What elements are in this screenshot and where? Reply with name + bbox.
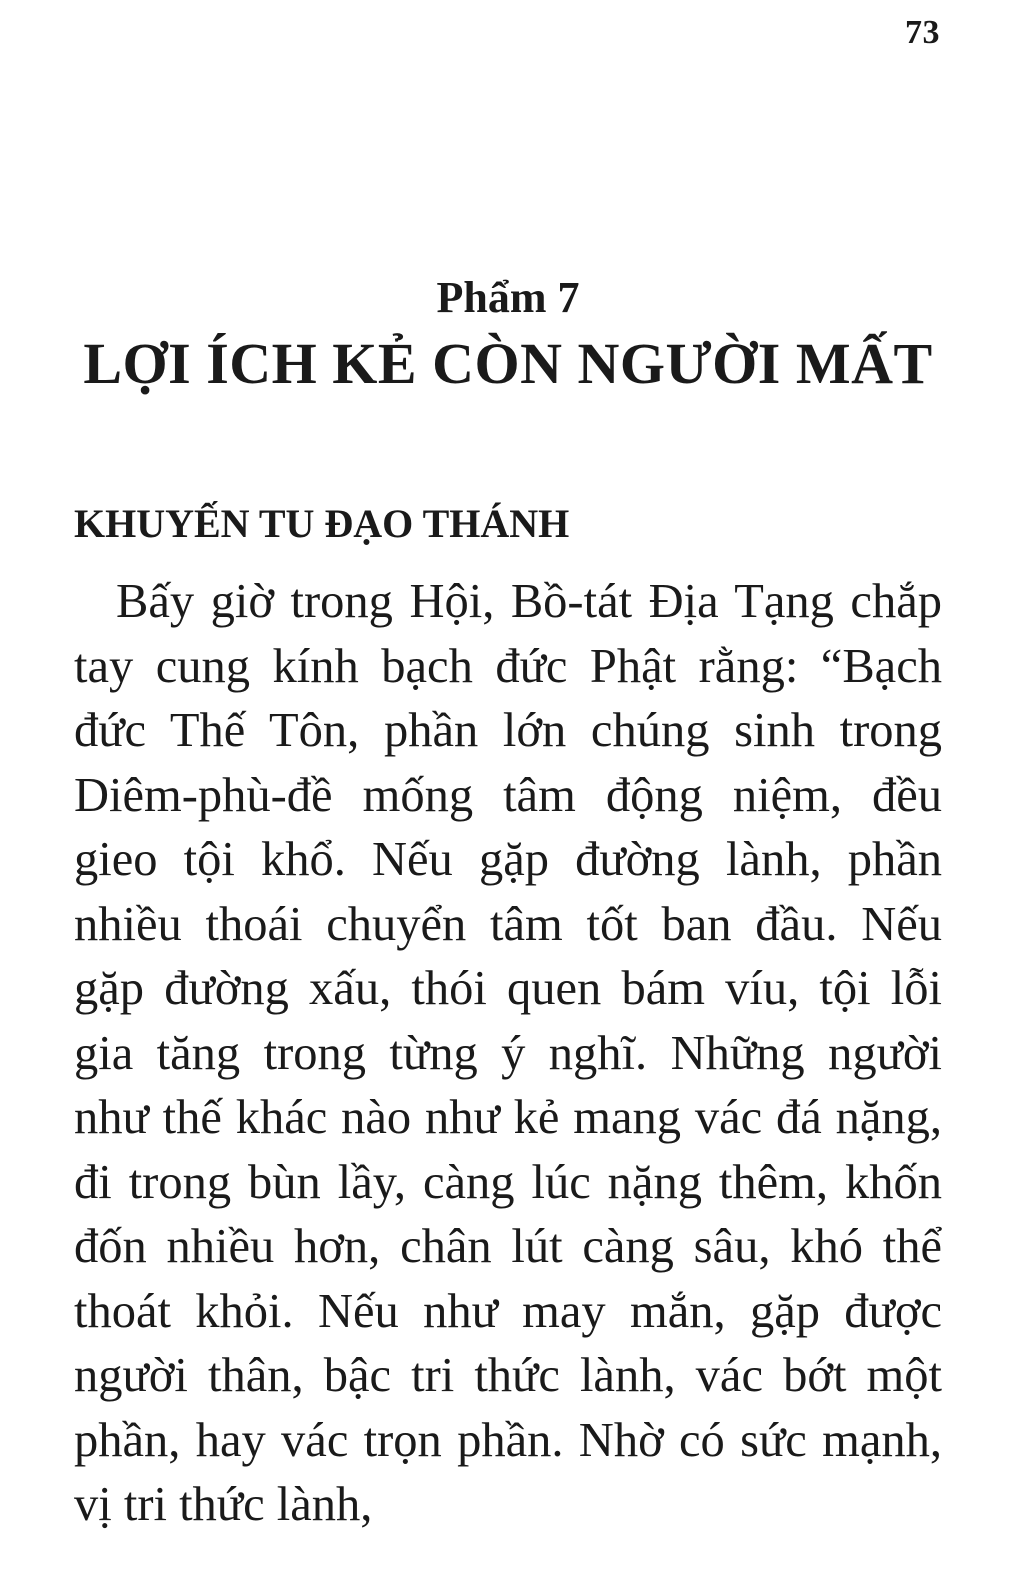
body-paragraph: Bấy giờ trong Hội, Bồ-tát Địa Tạng chắp tay cung kính bạch đức Phật rằng: “Bạch đức Thế Tôn, phần lớn chúng sinh trong Diêm-phù-đề mống tâm động niệm, đều gieo tội khổ. Nếu gặp đường lành, phần nhiều thoái chuyển tâm tốt ban đầu. Nếu gặp đường xấu, thói quen bám víu, tội lỗi gia tăng trong từng ý nghĩ. Những người như thế khác nào như kẻ mang vác đá nặng, đi trong bùn lầy, càng lúc nặng thêm, khốn đốn nhiều hơn, chân lút càng sâu, khó thể thoát khỏi. Nếu như may mắn, gặp được người thân, bậc tri thức lành, vác bớt một phần, hay vác trọn phần. Nhờ có sức mạnh, vị tri thức lành,	[74, 575, 942, 1531]
section-heading: KHUYẾN TU ĐẠO THÁNH	[74, 501, 570, 546]
chapter-title: LỢI ÍCH KẺ CÒN NGƯỜI MẤT	[83, 331, 933, 396]
chapter-label: Phẩm 7	[436, 273, 580, 322]
page-number: 73	[905, 14, 940, 51]
